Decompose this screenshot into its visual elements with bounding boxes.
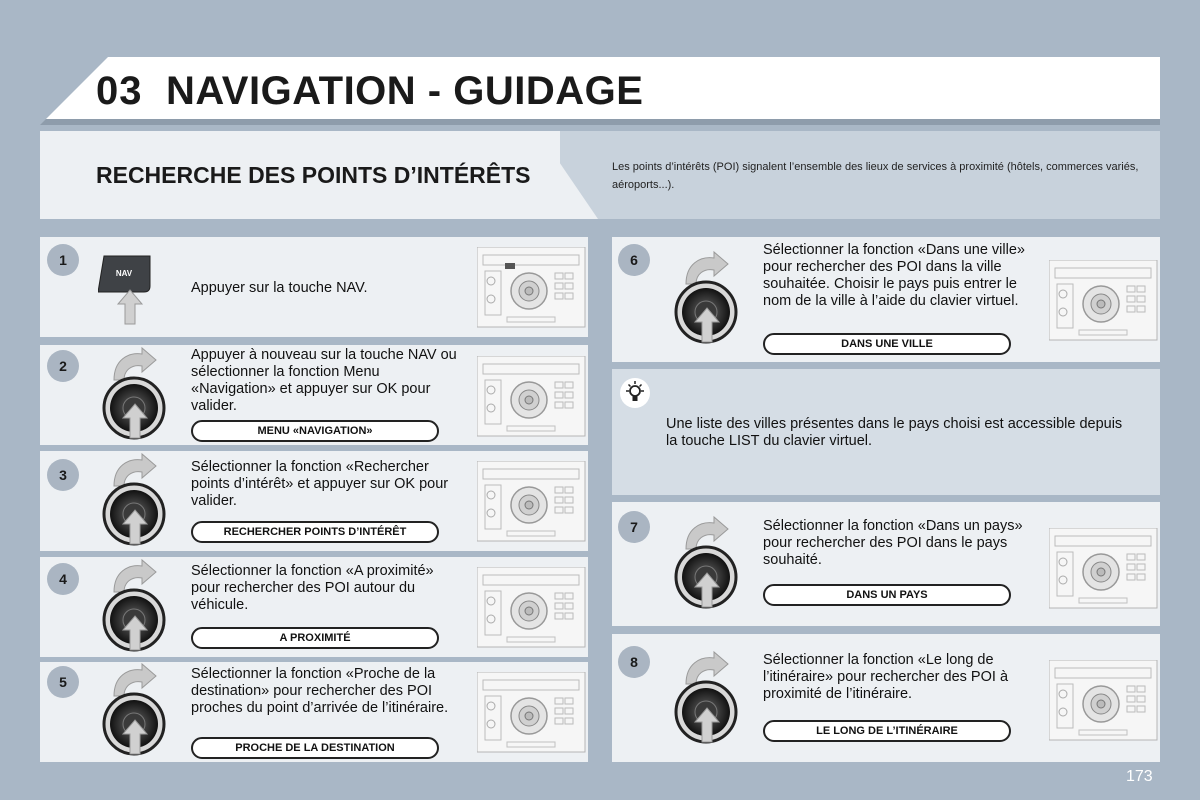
radio-illustration xyxy=(1049,660,1159,742)
step-2-number: 2 xyxy=(47,350,79,382)
step-7-menu-label: DANS UN PAYS xyxy=(763,584,1011,606)
chapter-header xyxy=(40,57,1160,125)
step-4-menu-label: A PROXIMITÉ xyxy=(191,627,439,649)
step-3-number: 3 xyxy=(47,459,79,491)
section-title-slant xyxy=(538,131,598,219)
section-title: RECHERCHE DES POINTS D’INTÉRÊTS xyxy=(96,162,531,188)
radio-illustration xyxy=(477,356,587,438)
tip-text: Une liste des villes présentes dans le pays choisi est accessible depuis la touche LIST du clavier virtuel. xyxy=(666,416,1123,449)
step-6-text: Sélectionner la fonction «Dans une ville» pour rechercher des POI dans la ville souhaitée. Choisir le pays puis entrer le nom de la ville à l’aide du clavier virtuel. xyxy=(763,242,1025,309)
step-6-number: 6 xyxy=(618,244,650,276)
step-5-menu-label: PROCHE DE LA DESTINATION xyxy=(191,737,439,759)
step-3-text: Sélectionner la fonction «Rechercher points d’intérêt» et appuyer sur OK pour valider. xyxy=(191,459,449,509)
lightbulb-icon xyxy=(620,378,650,408)
radio-illustration xyxy=(477,461,587,543)
nav-button-label: NAV xyxy=(115,269,133,278)
rotary-knob-icon xyxy=(100,346,170,444)
rotary-knob-icon xyxy=(100,662,170,760)
rotary-knob-icon xyxy=(100,452,170,550)
radio-illustration xyxy=(1049,260,1159,342)
step-4-text: Sélectionner la fonction «A proximité» pour rechercher des POI autour du véhicule. xyxy=(191,563,434,613)
nav-button-icon xyxy=(98,252,158,328)
step-1-text: Appuyer sur la touche NAV. xyxy=(191,280,368,296)
radio-illustration xyxy=(477,672,587,754)
step-5-number: 5 xyxy=(47,666,79,698)
rotary-knob-icon xyxy=(672,650,742,748)
step-7-text: Sélectionner la fonction «Dans un pays» pour rechercher des POI dans le pays souhaité. xyxy=(763,518,1023,568)
rotary-knob-icon xyxy=(672,515,742,613)
step-3-menu-label: RECHERCHER POINTS D’INTÉRÊT xyxy=(191,521,439,543)
radio-illustration xyxy=(477,247,587,329)
rotary-knob-icon xyxy=(100,558,170,656)
step-1-number: 1 xyxy=(47,244,79,276)
step-8-text: Sélectionner la fonction «Le long de l’itinéraire» pour rechercher des POI à proximité de l’itinéraire. xyxy=(763,652,1009,702)
step-8-number: 8 xyxy=(618,646,650,678)
section-intro: Les points d’intérêts (POI) signalent l’ensemble des lieux de services à proximité (hôtels, commerces variés, aéroports...). xyxy=(612,161,1139,191)
chapter-title: NAVIGATION - GUIDAGE xyxy=(166,69,644,113)
rotary-knob-icon xyxy=(672,250,742,348)
step-2-text: Appuyer à nouveau sur la touche NAV ou sélectionner la fonction Menu «Navigation» et appuyer sur OK pour valider. xyxy=(191,347,457,414)
page-number: 173 xyxy=(1126,768,1153,785)
header-corner-cut xyxy=(40,57,108,125)
step-8-menu-label: LE LONG DE L’ITINÉRAIRE xyxy=(763,720,1011,742)
step-6-menu-label: DANS UNE VILLE xyxy=(763,333,1011,355)
radio-illustration xyxy=(477,567,587,649)
step-2-menu-label: MENU «NAVIGATION» xyxy=(191,420,439,442)
step-5-text: Sélectionner la fonction «Proche de la destination» pour rechercher des POI proches du point d’arrivée de l’itinéraire. xyxy=(191,666,449,716)
chapter-number: 03 xyxy=(96,69,143,113)
radio-illustration xyxy=(1049,528,1159,610)
step-7-number: 7 xyxy=(618,511,650,543)
step-4-number: 4 xyxy=(47,563,79,595)
